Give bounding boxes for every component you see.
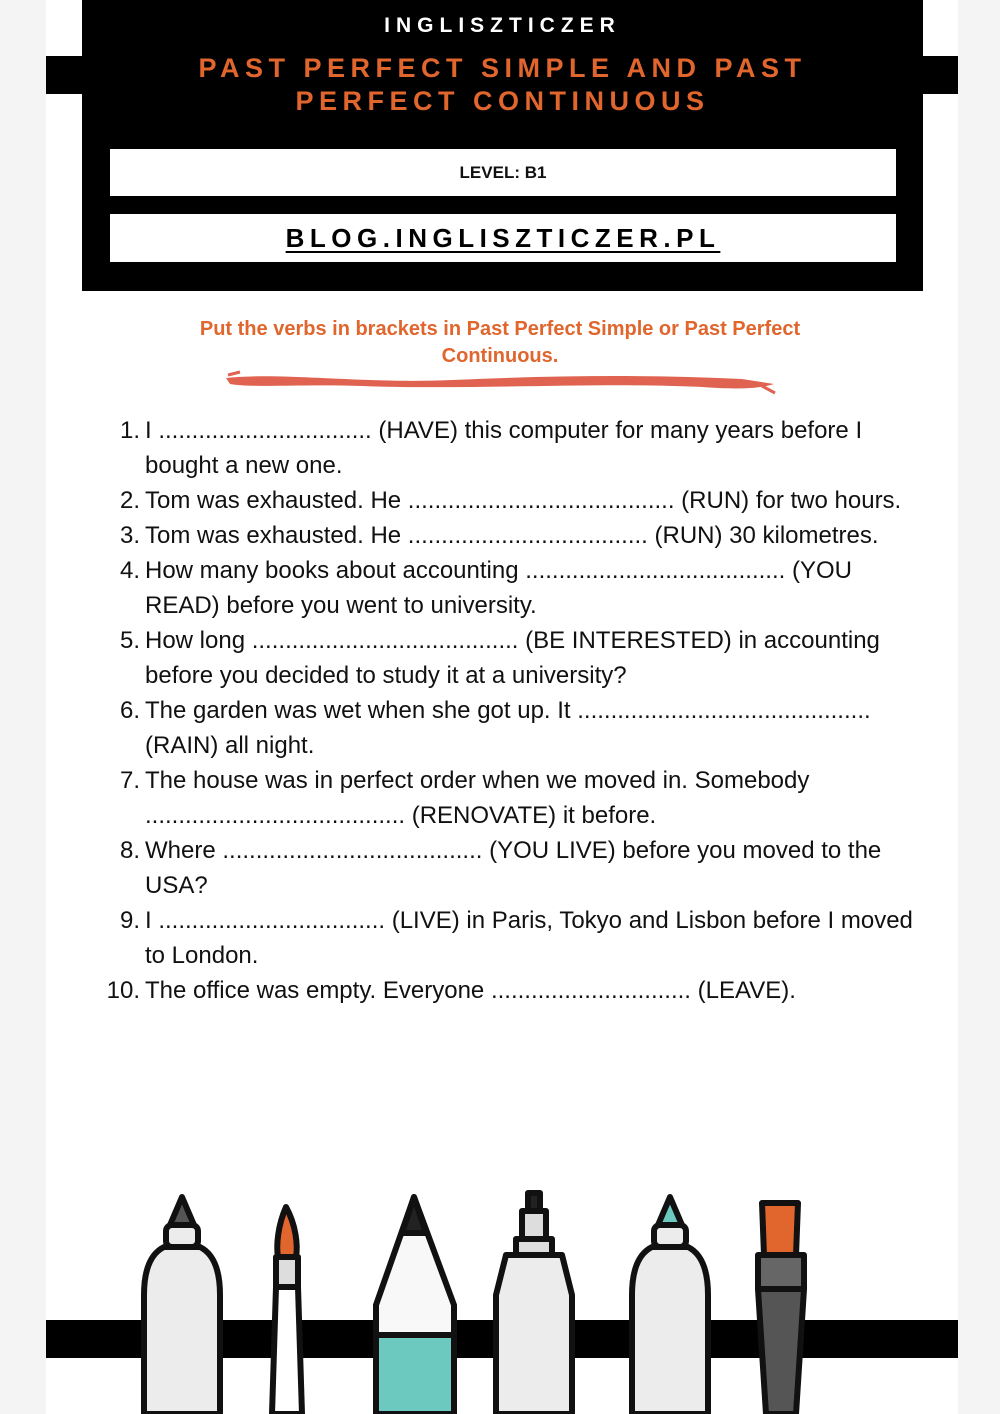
marker-icon [632,1197,708,1414]
exercise-item [100,973,920,1008]
title-line-2: PERFECT CONTINUOUS [295,86,710,116]
exercise-number: 4. [119,557,140,584]
exercise-item [100,833,920,903]
header-box [82,0,923,291]
exercise-number: 2. [119,487,140,514]
exercise-number: 5. [119,627,140,654]
exercise-item [100,693,920,763]
exercise-item [100,413,920,483]
exercise-item [100,518,920,553]
blog-link[interactable]: BLOG.INGLISZTICZER.PL [285,222,721,253]
exercise-text: The house was in perfect order when we moved in. Somebody ....................................... (RENOVATE) it before. [145,767,810,829]
paintbrush-icon [272,1207,302,1414]
exercise-number: 10. [106,977,140,1004]
exercise-text: How long ........................................ (BE INTERESTED) in accounting before you decided to study it at a university? [145,627,880,689]
exercise-number: 6. [119,697,140,724]
exercise-list [100,413,920,1008]
exercise-text: How many books about accounting ....................................... (YOU READ) before you went to university. [145,557,852,619]
pencil-icon [376,1197,454,1414]
marker-icon [144,1197,220,1414]
flat-brush-icon [758,1203,804,1414]
worksheet-title [82,52,923,118]
title-line-1: PAST PERFECT SIMPLE AND PAST [198,53,807,83]
pens-illustration [120,1185,840,1414]
exercise-item [100,763,920,833]
instruction [120,316,880,370]
exercise-text: I .................................. (LIVE) in Paris, Tokyo and Lisbon before I moved to London. [145,907,913,969]
exercise-number: 8. [119,837,140,864]
exercise-item [100,553,920,623]
brand-name: INGLISZTICZER [384,14,621,37]
level-label: LEVEL: B1 [459,162,547,182]
exercise-text: The office was empty. Everyone .............................. (LEAVE). [145,977,796,1004]
exercise-item [100,623,920,693]
exercise-number: 3. [119,522,140,549]
instruction-line-2: Continuous. [441,345,559,367]
exercise-text: The garden was wet when she got up. It ............................................ (RAIN) all night. [145,697,871,759]
exercise-text: I ................................ (HAVE) this computer for many years before I bought a new one. [145,417,863,479]
exercise-item [100,903,920,973]
level-box [110,149,896,196]
exercise-number: 7. [119,767,140,794]
exercise-text: Tom was exhausted. He .................................... (RUN) 30 kilometres. [145,522,879,549]
exercise-text: Tom was exhausted. He ........................................ (RUN) for two hours. [145,487,902,514]
exercise-item [100,483,920,518]
brush-stroke-divider [222,366,778,400]
blog-box [110,214,896,262]
exercise-text: Where ....................................... (YOU LIVE) before you moved to the USA? [145,837,882,899]
fineliner-icon [496,1193,572,1414]
instruction-line-1: Put the verbs in brackets in Past Perfect Simple or Past Perfect [199,318,801,340]
exercise-number: 9. [119,907,140,934]
exercise-number: 1. [119,417,140,444]
